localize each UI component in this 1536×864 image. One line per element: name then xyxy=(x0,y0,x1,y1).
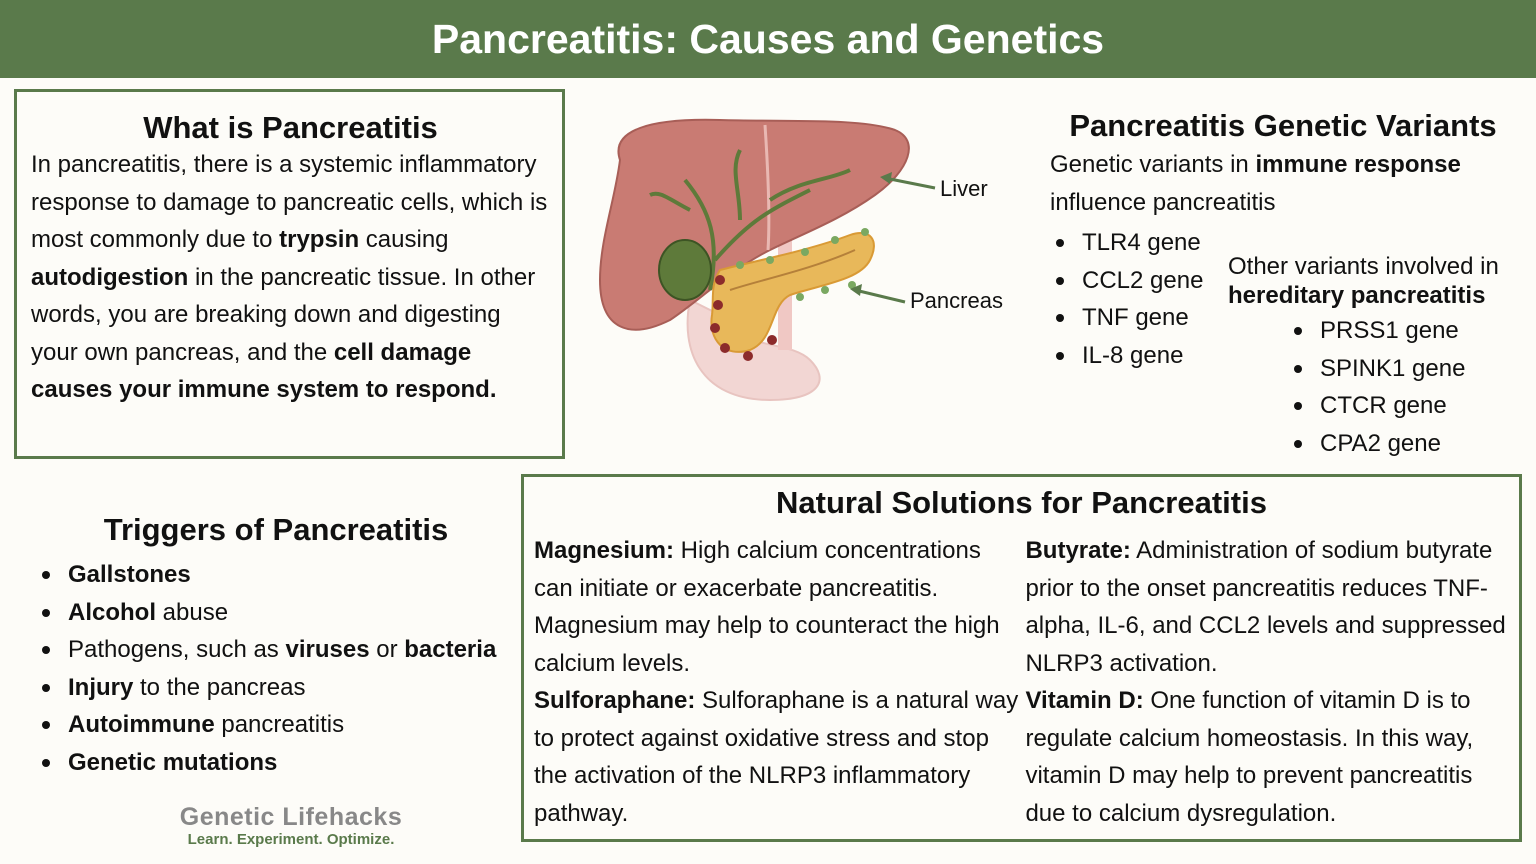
solutions-right-column xyxy=(1025,532,1509,832)
page-title: Pancreatitis: Causes and Genetics xyxy=(0,0,1536,78)
list-item: Pathogens, such as viruses or bacteria xyxy=(36,631,526,669)
genetic-variants-section xyxy=(1050,108,1520,221)
genetic-variants-title: Pancreatitis Genetic Variants xyxy=(1069,108,1497,143)
logo-main-text: Genetic Lifehacks xyxy=(179,803,403,831)
what-is-title: What is Pancreatitis xyxy=(143,110,438,145)
triggers-title: Triggers of Pancreatitis xyxy=(103,512,449,547)
list-item: PRSS1 gene xyxy=(1288,312,1465,350)
brand-logo xyxy=(160,803,422,849)
list-item: TNF gene xyxy=(1050,299,1203,337)
liver-arrow xyxy=(885,178,935,188)
sulforaphane-entry: Sulforaphane: Sulforaphane is a natural way to protect against oxidative stress and stop the activation of the NLRP3 inflammatory pathway. xyxy=(534,687,1019,827)
list-item: Gallstones xyxy=(36,556,526,594)
logo-tagline: Learn. Experiment. Optimize. xyxy=(187,831,395,848)
hereditary-title: Other variants involved in hereditary pancreatitis xyxy=(1228,253,1499,309)
liver-label: Liver xyxy=(940,176,988,201)
solutions-panel xyxy=(521,474,1522,842)
what-is-text: In pancreatitis, there is a systemic inflammatory response to damage to pancreatic cells, which is most commonly due to trypsin causing autodigestion in the pancreatic tissue. In other words, you are breaking down and digesting your own pancreas, and the cell damage causes your immune system to respond. xyxy=(31,151,548,403)
solutions-left-column xyxy=(534,532,1025,832)
immune-gene-list xyxy=(1050,224,1203,374)
triggers-section xyxy=(36,512,526,781)
pancreas-arrow xyxy=(855,290,905,302)
list-item: CCL2 gene xyxy=(1050,262,1203,300)
triggers-list xyxy=(36,556,526,781)
hereditary-gene-list xyxy=(1288,312,1465,462)
list-item: Alcohol abuse xyxy=(36,594,526,632)
anatomy-illustration xyxy=(590,100,1030,420)
list-item: Injury to the pancreas xyxy=(36,669,526,707)
butyrate-entry: Butyrate: Administration of sodium butyrate prior to the onset pancreatitis reduces TNF-alpha, IL-6, and CCL2 levels and suppressed NLRP3 activation. xyxy=(1025,537,1506,677)
genetic-variants-intro: Genetic variants in immune response influence pancreatitis xyxy=(1050,151,1461,216)
list-item: CTCR gene xyxy=(1288,387,1465,425)
liver-pancreas-illustration xyxy=(590,100,1030,420)
vitamin-d-entry: Vitamin D: One function of vitamin D is to regulate calcium homeostasis. In this way, vitamin D may help to prevent pancreatitis due to calcium dysregulation. xyxy=(1025,687,1474,827)
list-item: Genetic mutations xyxy=(36,744,526,782)
list-item: Autoimmune pancreatitis xyxy=(36,706,526,744)
solutions-title: Natural Solutions for Pancreatitis xyxy=(776,485,1267,520)
list-item: CPA2 gene xyxy=(1288,425,1465,463)
list-item: SPINK1 gene xyxy=(1288,350,1465,388)
gallbladder-shape xyxy=(659,240,711,300)
pancreas-label: Pancreas xyxy=(910,288,1003,313)
list-item: TLR4 gene xyxy=(1050,224,1203,262)
what-is-panel xyxy=(14,89,565,459)
list-item: IL-8 gene xyxy=(1050,337,1203,375)
magnesium-entry: Magnesium: High calcium concentrations can initiate or exacerbate pancreatitis. Magnesium may help to counteract the high calcium levels. xyxy=(534,537,1000,677)
